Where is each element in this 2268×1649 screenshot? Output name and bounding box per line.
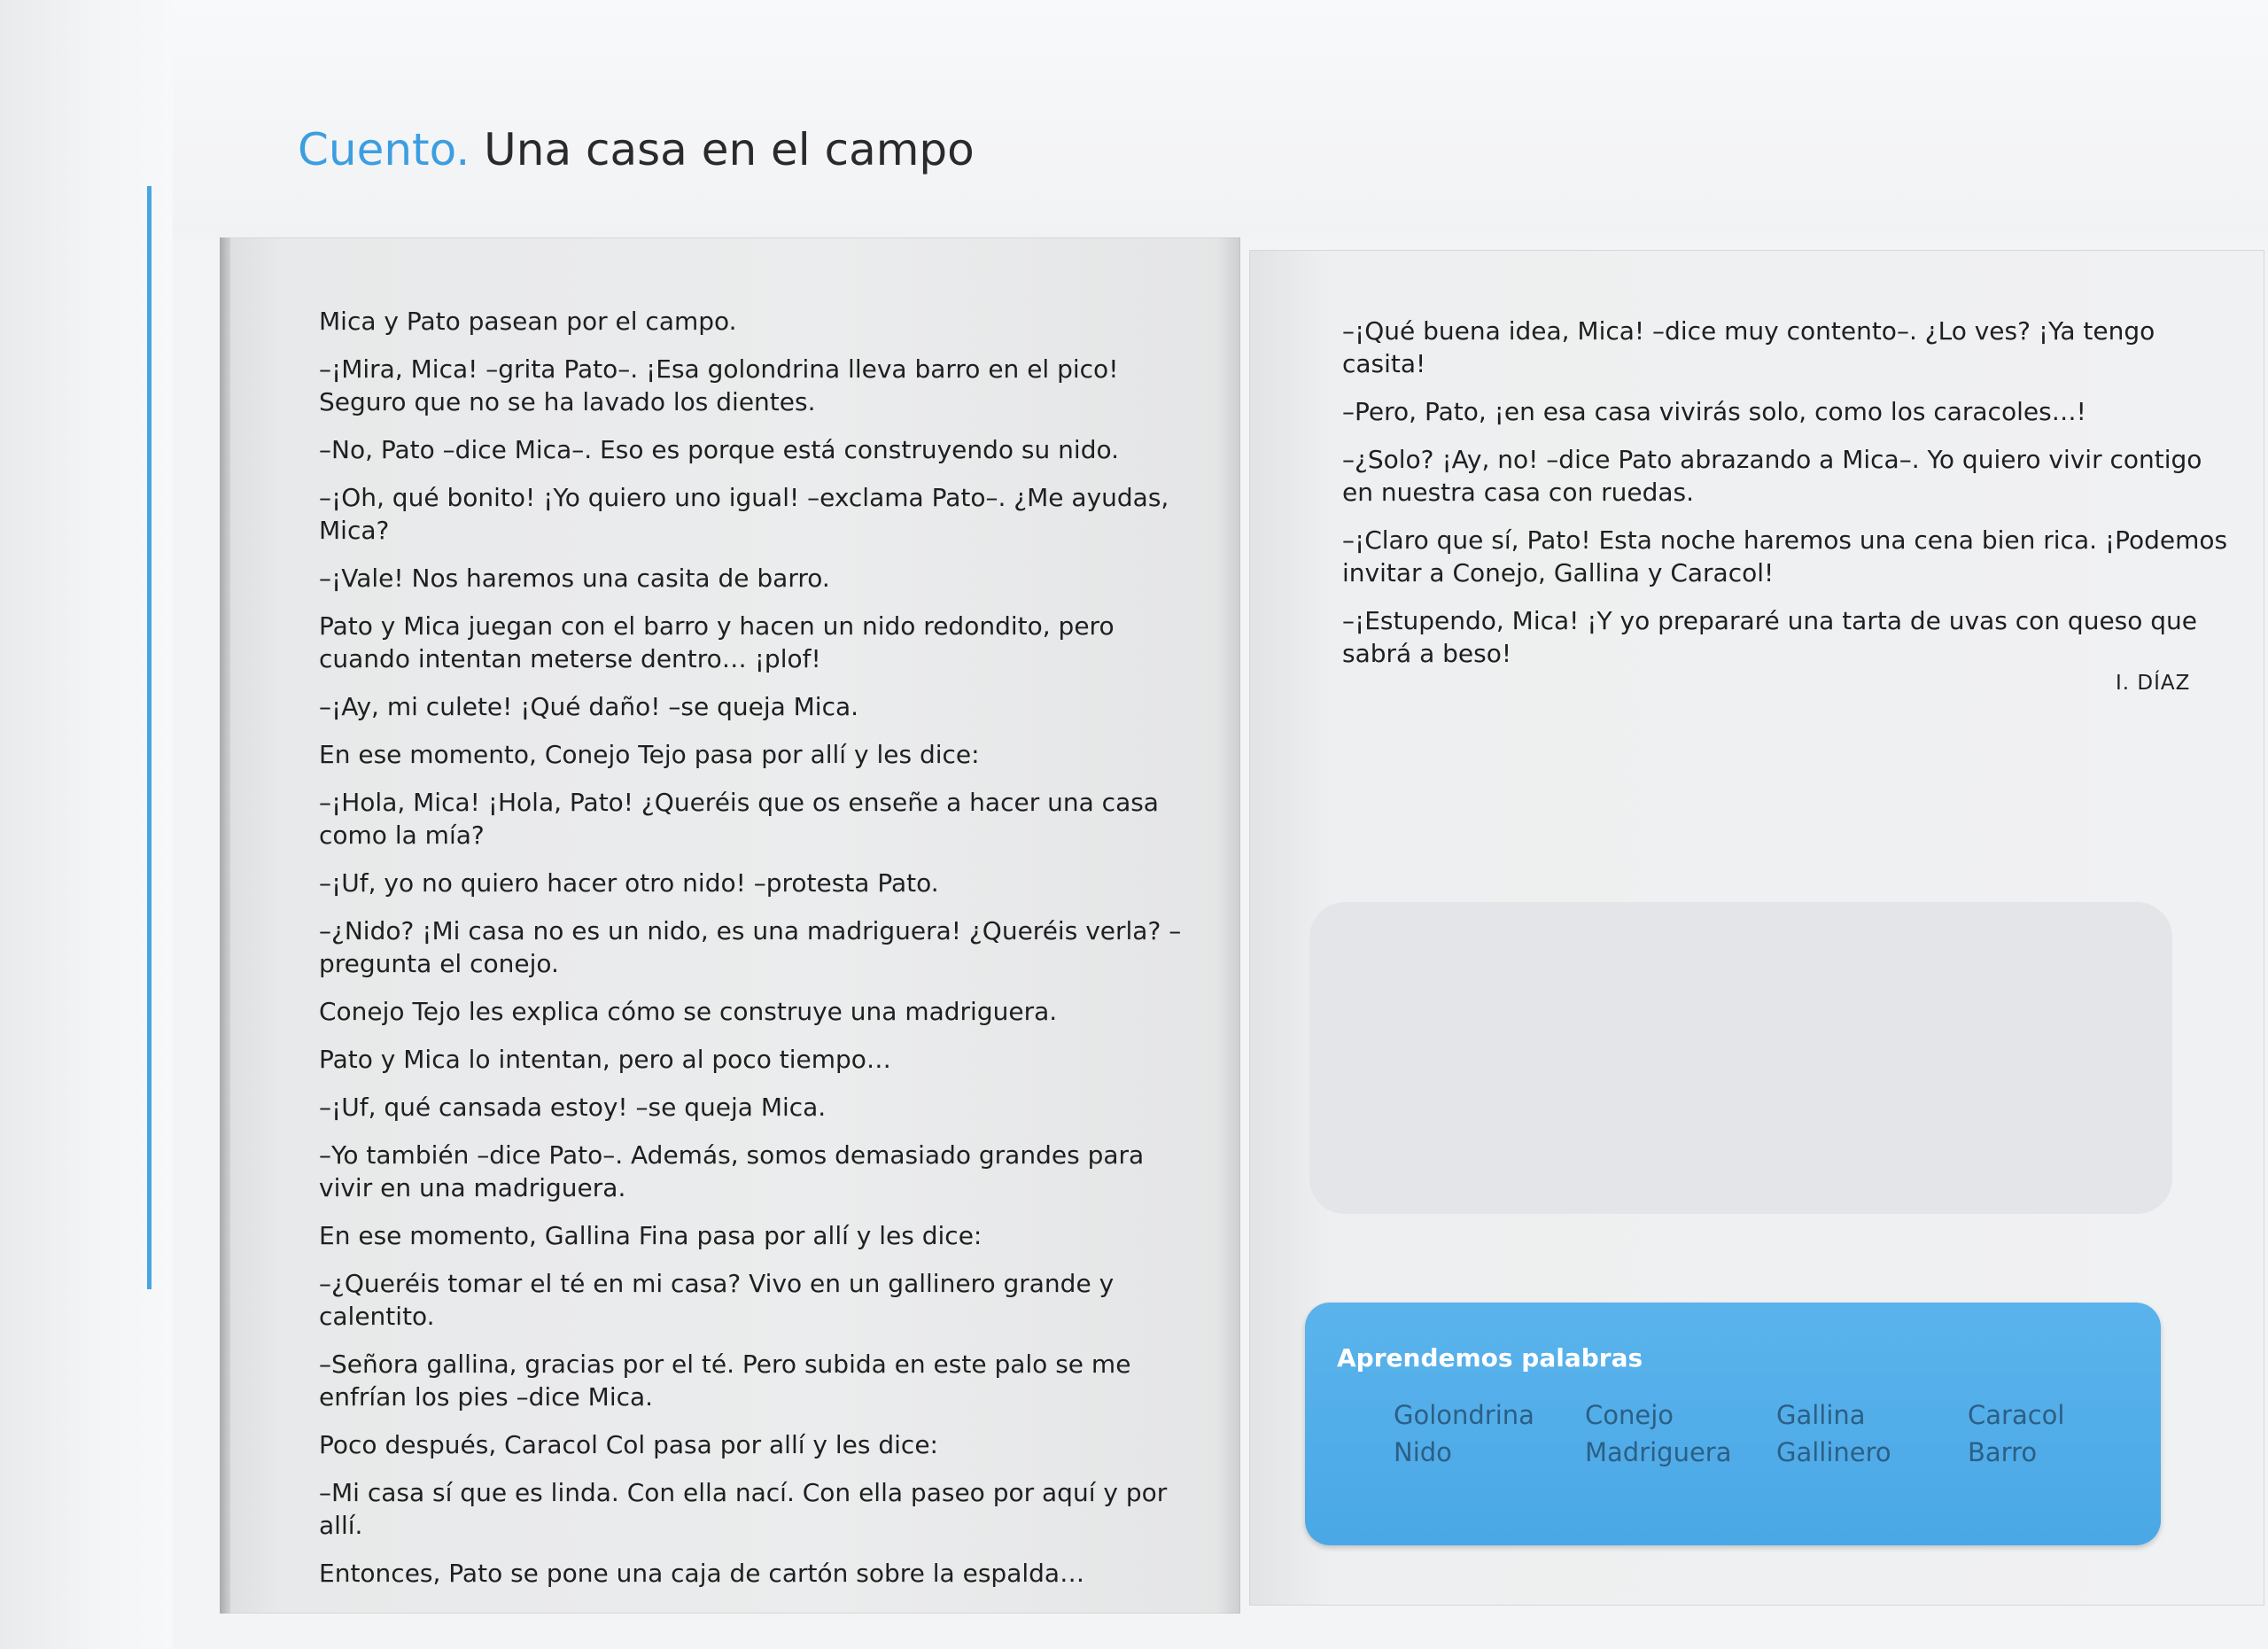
story-paragraph: –¡Claro que sí, Pato! Esta noche haremos una cena bien rica. ¡Podemos invitar a Conejo, Gallina y Caracol!	[1342, 525, 2228, 587]
vocabulary-column	[1968, 1398, 2138, 1469]
spine-shadow	[1217, 237, 1240, 1614]
vocabulary-column	[1394, 1398, 1585, 1469]
story-paragraph: –¡Ay, mi culete! ¡Qué daño! –se queja Mica.	[319, 692, 859, 721]
story-paragraph: En ese momento, Conejo Tejo pasa por allí y les dice:	[319, 740, 980, 769]
story-paragraph: –¡Hola, Mica! ¡Hola, Pato! ¿Queréis que os enseñe a hacer una casa como la mía?	[319, 788, 1159, 850]
story-paragraph: –¡Mira, Mica! –grita Pato–. ¡Esa golondrina lleva barro en el pico! Seguro que no se ha lavado los dientes.	[319, 354, 1119, 416]
margin-blue-rule	[147, 186, 151, 1289]
story-paragraph: –¡Uf, yo no quiero hacer otro nido! –protesta Pato.	[319, 868, 939, 898]
story-paragraph: –¡Uf, qué cansada estoy! –se queja Mica.	[319, 1093, 827, 1122]
story-right-column	[1342, 315, 2228, 685]
story-paragraph: Conejo Tejo les explica cómo se construye una madriguera.	[319, 997, 1058, 1026]
story-paragraph: –¡Qué buena idea, Mica! –dice muy contento–. ¿Lo ves? ¡Ya tengo casita!	[1342, 316, 2155, 378]
faint-background-panel	[1309, 902, 2172, 1214]
title-text: Una casa en el campo	[484, 124, 975, 175]
story-paragraph: –Pero, Pato, ¡en esa casa vivirás solo, como los caracoles…!	[1342, 397, 2086, 426]
vocabulary-word: Golondrina	[1394, 1400, 1534, 1430]
story-paragraph: –No, Pato –dice Mica–. Eso es porque está construyendo su nido.	[319, 435, 1119, 464]
page-title	[298, 119, 975, 181]
title-keyword: Cuento.	[298, 124, 470, 175]
vocabulary-word: Madriguera	[1585, 1437, 1732, 1467]
vocabulary-word: Barro	[1968, 1437, 2038, 1467]
story-paragraph: –¿Queréis tomar el té en mi casa? Vivo en un gallinero grande y calentito.	[319, 1269, 1115, 1331]
story-paragraph: Poco después, Caracol Col pasa por allí y les dice:	[319, 1430, 938, 1459]
story-paragraph: –Yo también –dice Pato–. Además, somos demasiado grandes para vivir en una madriguera.	[319, 1140, 1145, 1202]
vocabulary-word: Nido	[1394, 1437, 1452, 1467]
vocabulary-word: Gallinero	[1776, 1437, 1891, 1467]
story-paragraph: –¡Oh, qué bonito! ¡Yo quiero uno igual! –exclama Pato–. ¿Me ayudas, Mica?	[319, 483, 1169, 545]
story-paragraph: –Mi casa sí que es linda. Con ella nací. Con ella paseo por aquí y por allí.	[319, 1478, 1168, 1540]
story-left-column	[319, 305, 1205, 1605]
vocabulary-word: Caracol	[1968, 1400, 2065, 1430]
story-paragraph: Mica y Pato pasean por el campo.	[319, 307, 737, 336]
vocabulary-column	[1585, 1398, 1776, 1469]
story-paragraph: –Señora gallina, gracias por el té. Pero subida en este palo se me enfrían los pies –dice Mica.	[319, 1350, 1131, 1412]
vocabulary-word: Conejo	[1585, 1400, 1674, 1430]
story-paragraph: –¿Nido? ¡Mi casa no es un nido, es una madriguera! ¿Queréis verla? –pregunta el conejo.	[319, 916, 1182, 978]
page-edge	[220, 237, 230, 1614]
vocabulary-grid	[1394, 1398, 2138, 1469]
vocabulary-word: Gallina	[1776, 1400, 1866, 1430]
vocabulary-title: Aprendemos palabras	[1337, 1343, 1643, 1373]
story-paragraph: –¡Estupendo, Mica! ¡Y yo prepararé una tarta de uvas con queso que sabrá a beso!	[1342, 606, 2198, 668]
story-paragraph: En ese momento, Gallina Fina pasa por allí y les dice:	[319, 1221, 983, 1250]
story-paragraph: –¿Solo? ¡Ay, no! –dice Pato abrazando a Mica–. Yo quiero vivir contigo en nuestra casa con ruedas.	[1342, 445, 2202, 507]
story-paragraph: –¡Vale! Nos haremos una casita de barro.	[319, 564, 830, 593]
vocabulary-column	[1776, 1398, 1968, 1469]
vocabulary-box	[1305, 1303, 2161, 1545]
story-paragraph: Entonces, Pato se pone una caja de cartón sobre la espalda…	[319, 1559, 1085, 1588]
story-paragraph: Pato y Mica juegan con el barro y hacen un nido redondito, pero cuando intentan meterse dentro… ¡plof!	[319, 611, 1115, 673]
story-author: I. DÍAZ	[2116, 672, 2191, 695]
story-paragraph: Pato y Mica lo intentan, pero al poco tiempo…	[319, 1045, 891, 1074]
